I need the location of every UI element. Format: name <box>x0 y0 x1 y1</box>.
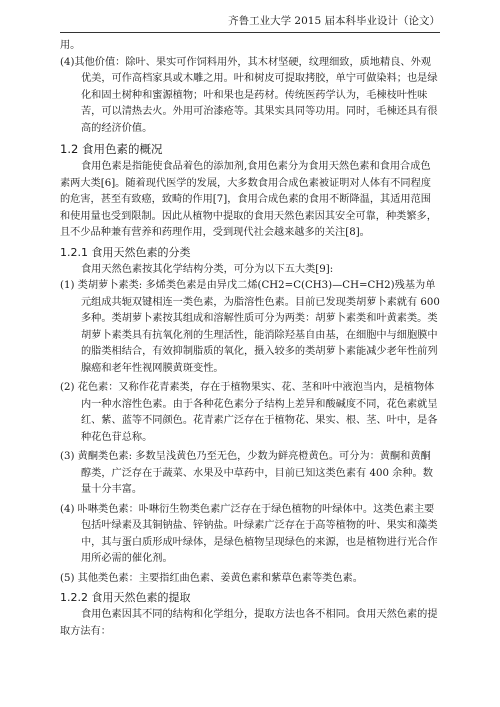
paragraph-extraction-intro: 食用色素因其不同的结构和化学组分，提取方法也各不相同。食用天然色素的提取方法有： <box>60 609 438 637</box>
list-item-porphyrins: (4) 卟啉类色素：卟啉衍生物类色素广泛存在于绿色植物的叶绿体中。这类色素主要包括叶绿素及其铜钠盐、锌钠盐。叶绿素广泛存在于高等植物的叶、果实和藻类中，其与蛋白质形成叶绿体，是绿色植物呈现绿色的来源，也是植物进行光合作用所必需的催化剂。 <box>60 503 438 564</box>
document-body <box>60 38 440 640</box>
page-header <box>60 10 440 33</box>
list-item-other-value: (4)其他价值：除叶、果实可作饲料用外，其木材坚硬，纹理细致，质地精良、外观优美，可作高档家具或木雕之用。叶和树皮可提取拷胶，单宁可做染料；也是绿化和固土树种和蜜源植物；叶和果也是药材。传统医药学认为，毛棟枝叶性味苦，可以清热去火。外用可治漆疮等。其果实具同等功用。同时，毛棟还具有很高的经济价值。 <box>60 56 438 134</box>
list-item-carotenoids: (1) 类胡萝卜素类: 多烯类色素是由异戊二烯(CH2=C(CH3)—CH=CH2)残基为单元组成共轭双键相连一类色素，为脂溶性色素。目前已发现类胡萝卜素就有 600 多种。类胡萝卜素按其组成和溶解性质可分为两类：胡萝卜素类和叶黄素类。类胡萝卜素类具有抗氧化剂的生理活性，能消除羟基自由基，在细胞中与细胞膜中的脂类相结合，有效抑制脂质的氧化，摄入较多的类胡萝卜素能减少老年性前列腺癌和老年性视网膜黄斑变性。 <box>60 280 440 374</box>
list-item-flavonoids: (3) 黄酮类色素: 多数呈浅黄色乃至无色，少数为鲜亮橙黄色。可分为：黄酮和黄酮醇类，广泛存在于蔬菜、水果及中草药中，目前已知这类色素有 400 余种。数量十分丰富。 <box>60 451 433 495</box>
paragraph-classification-intro: 食用天然色素按其化学结构分类，可分为以下五大类[9]: <box>81 263 334 275</box>
list-item-others: (5) 其他类色素：主要指红曲色素、姜黄色素和紫草色素等类色素。 <box>60 572 363 584</box>
section-heading-1-2-1: 1.2.1 食用天然色素的分类 <box>60 245 191 259</box>
header-title: 齐鲁工业大学 2015 届本科毕业设计（论文） <box>228 15 440 27</box>
paragraph-continuation: 用。 <box>60 40 81 51</box>
list-item-anthocyanins: (2) 花色素：又称作花青素类，存在于植物果实、花、茎和叶中液泡当内，是植物体内一种水溶性色素。由于各种花色素分子结构上差异和酸碱度不同，花色素就呈红、紫、蓝等不同颜色。花青素广泛存在于植物花、果实、根、茎、叶中，是各种花色苷总称。 <box>60 382 438 443</box>
section-heading-1-2: 1.2 食用色素的概况 <box>60 142 163 156</box>
section-heading-1-2-2: 1.2.2 食用天然色素的提取 <box>60 591 191 604</box>
paragraph-pigment-overview: 食用色素是指能使食品着色的添加剂,食用色素分为食用天然色素和食用合成色素两大类[6]。随着现代医学的发展，大多数食用合成色素被证明对人体有不同程度的危害，甚至有致癌，致畸的作用[7]，食用合成色素的食用不断降温，其适用范围和使用量也受到限制。因此从植物中提取的食用天然色素因其安全可靠，种类繁多，且不少品种兼有营养和药理作用，受到现代社会越来越多的关注[8]。 <box>60 161 437 238</box>
